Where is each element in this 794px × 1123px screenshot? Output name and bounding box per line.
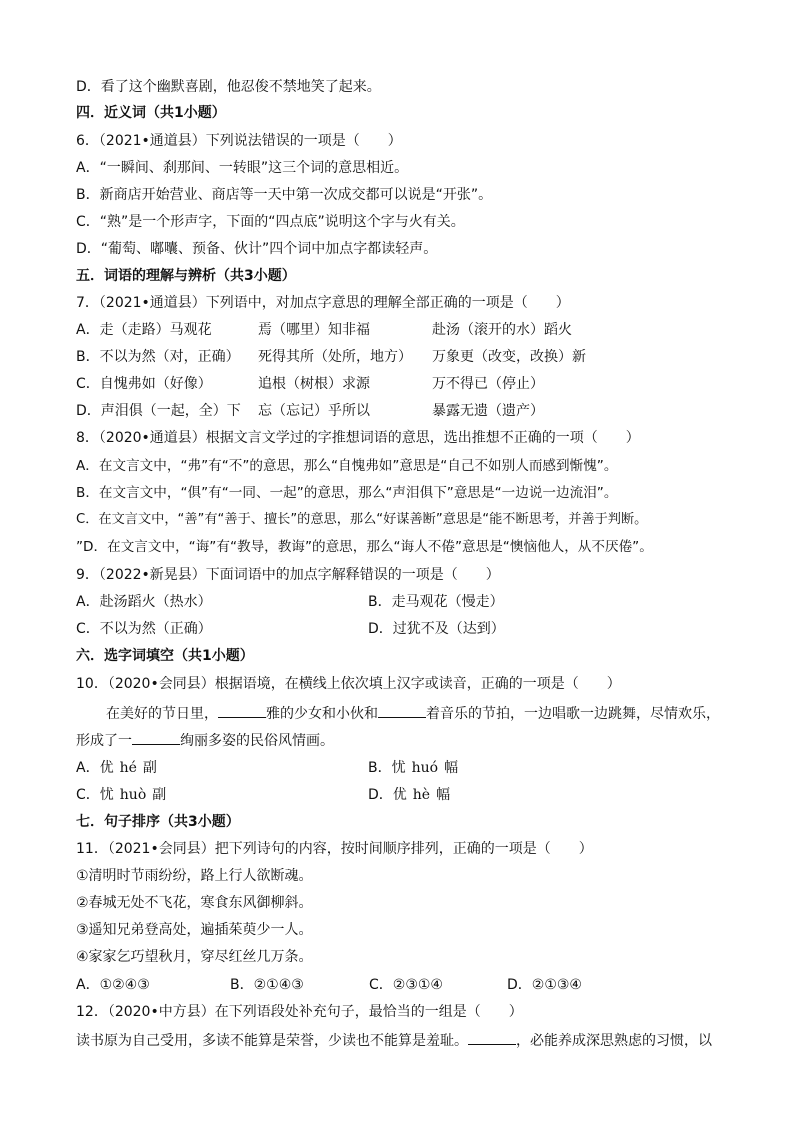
passage-text: 着音乐的节拍，一边唱歌一边跳舞，尽情欢乐，	[426, 706, 720, 722]
option-char: 副	[152, 787, 167, 803]
option-b	[368, 758, 458, 778]
option-b: B．在文言文中，“俱”有“一同、一起”的意思，那么“声泪俱下”意思是“一边说一边流泪”。	[76, 485, 618, 501]
question-stem: 10．（2020•会同县）根据语境，在横线上依次填上汉字或读音，正确的一项是（ ）	[76, 676, 621, 692]
question-stem: 12．（2020•中方县）在下列语段处补充句子，最恰当的一组是（ ）	[76, 1004, 523, 1020]
section-title: 七．句子排序（共3小题）	[76, 814, 240, 830]
blank-line	[468, 1030, 516, 1045]
option-a: A．在文言文中，“弗”有“不”的意思，那么“自愧弗如”意思是“自己不如别人而感到惭愧”。	[76, 458, 618, 474]
option-d: ”D．在文言文中，“诲”有“教导，教诲”的意思，那么“诲人不倦”意思是“懊恼他人，从不厌倦”。	[76, 539, 653, 555]
option-b: B．不以为然（对，正确）	[76, 349, 240, 365]
option-a-item-2: 焉（哪里）知非福	[258, 322, 370, 338]
option-pinyin: huó	[411, 760, 439, 776]
option-c: C．不以为然（正确）	[76, 621, 212, 637]
passage-line	[76, 1030, 712, 1051]
passage-line-2	[76, 730, 334, 751]
passage-text: 雅的少女和小伙和	[266, 706, 378, 722]
poem-line: ④家家乞巧望秋月，穿尽红丝几万条。	[76, 949, 313, 965]
option-char: B．忧	[368, 760, 406, 776]
question-stem: 6．（2021•通道县）下列说法错误的一项是（ ）	[76, 133, 402, 149]
option-d-item-3: 暴露无遗（遗产）	[432, 403, 544, 419]
option-d: D．②①③④	[507, 977, 582, 993]
option-d-item-2: 忘（忘记）乎所以	[258, 403, 370, 419]
option-d: D．看了这个幽默喜剧，他忍俊不禁地笑了起来。	[76, 79, 381, 95]
option-pinyin: huò	[119, 787, 147, 803]
question-stem: 7．（2021•通道县）下列语中，对加点字意思的理解全部正确的一项是（ ）	[76, 295, 570, 311]
option-a-item-3: 赴汤（滚开的水）蹈火	[432, 322, 572, 338]
question-stem: 11．（2021•会同县）把下列诗句的内容，按时间顺序排列，正确的一项是（ ）	[76, 841, 593, 857]
section-title: 五．词语的理解与辨析（共3小题）	[76, 268, 296, 284]
option-a: A．赴汤蹈火（热水）	[76, 594, 212, 610]
passage-text: 形成了一	[76, 733, 132, 749]
option-char: A．优	[76, 760, 114, 776]
section-title: 六．选字词填空（共1小题）	[76, 648, 254, 664]
option-d: D．过犹不及（达到）	[368, 621, 505, 637]
option-b: B．②①④③	[230, 977, 304, 993]
option-d	[368, 785, 450, 805]
option-c: C．②③①④	[369, 977, 443, 993]
option-b: B．走马观花（慢走）	[368, 594, 504, 610]
question-stem: 8．（2020•通道县）根据文言文学过的字推想词语的意思，选出推想不正确的一项（ ）	[76, 430, 640, 446]
option-b: B．新商店开始营业、商店等一天中第一次成交都可以说是“开张”。	[76, 187, 493, 203]
option-c: C．在文言文中，“善”有“善于、擅长”的意思，那么“好谋善断”意思是“能不断思考，并善于判断。	[76, 512, 648, 527]
option-c: C．自愧弗如（好像）	[76, 376, 212, 392]
option-char: 幅	[444, 760, 459, 776]
option-b-item-3: 万象更（改变，改换）新	[432, 349, 586, 365]
option-a	[76, 758, 157, 778]
poem-line: ③遥知兄弟登高处，遍插茱萸少一人。	[76, 922, 313, 938]
option-char: C．忧	[76, 787, 114, 803]
option-char: 幅	[436, 787, 451, 803]
option-a: A．走（走路）马观花	[76, 322, 212, 338]
option-pinyin: hé	[119, 760, 137, 776]
option-c-item-3: 万不得已（停止）	[432, 376, 544, 392]
blank-line	[132, 730, 180, 745]
passage-text: 绚丽多姿的民俗风情画。	[180, 733, 334, 749]
option-b-item-2: 死得其所（处所，地方）	[258, 349, 412, 365]
option-d: D．声泪俱（一起，全）下	[76, 403, 241, 419]
option-char: 副	[142, 760, 157, 776]
blank-line	[378, 703, 426, 718]
option-a: A．“一瞬间、刹那间、一转眼”这三个词的意思相近。	[76, 160, 409, 176]
option-char: D．优	[368, 787, 407, 803]
passage-text: 读书原为自己受用，多读不能算是荣誉，少读也不能算是羞耻。	[76, 1033, 468, 1049]
poem-line: ①清明时节雨纷纷，路上行人欲断魂。	[76, 868, 313, 884]
blank-line	[218, 703, 266, 718]
option-c-item-2: 追根（树根）求源	[258, 376, 370, 392]
section-title: 四．近义词（共1小题）	[76, 105, 226, 121]
option-d: D．“葡萄、嘟囔、预备、伙计”四个词中加点字都读轻声。	[76, 241, 438, 257]
passage-line-1	[106, 703, 720, 724]
passage-text: 在美好的节日里，	[106, 706, 218, 722]
option-pinyin: hè	[412, 787, 431, 803]
passage-text: ，必能养成深思熟虑的习惯，以	[516, 1033, 712, 1049]
option-c: C．“熟”是一个形声字，下面的“四点底”说明这个字与火有关。	[76, 214, 465, 230]
question-stem: 9．（2022•新晃县）下面词语中的加点字解释错误的一项是（ ）	[76, 567, 500, 583]
option-c	[76, 785, 166, 805]
option-a: A．①②④③	[76, 977, 150, 993]
poem-line: ②春城无处不飞花，寒食东风御柳斜。	[76, 895, 313, 911]
